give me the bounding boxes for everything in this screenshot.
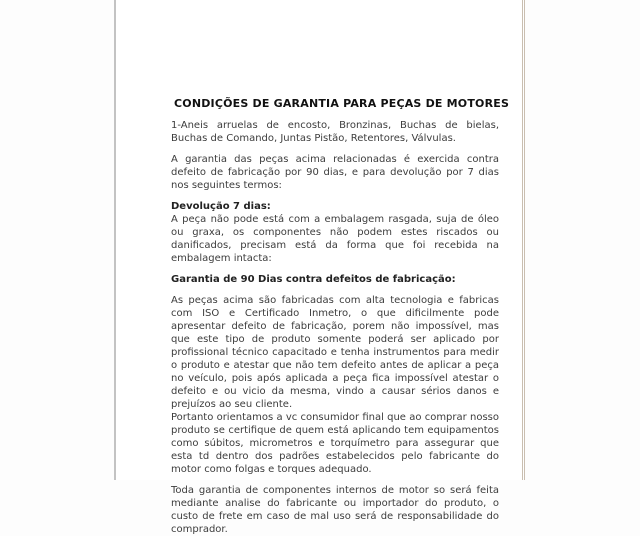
document-page [114,0,525,535]
closing-paragraph: Toda garantia de componentes internos de motor so será feita mediante analise do fabricante ou importador do produto, o custo de frete em caso de mal uso será de responsabilidade do comprador. [171,485,499,535]
warranty-90-days-heading: Garantia de 90 Dias contra defeitos de fabricação: [171,274,456,285]
warranty-90-days-body: As peças acima são fabricadas com alta tecnologia e fabricas com ISO e Certificado Inmetro, o que dificilmente pode apresentar defeito de fabricação, porem não impossível, mas que este tipo de produto somente poderá ser aplicado por profissional técnico capacitado e tenha instrumentos para medir o produto e atestar que não tem defeito antes de aplicar a peça no veículo, pois após aplicada a peça fica impossível atestar o defeito e ou vicio da mesma, vindo a causar sérios danos e prejuízos ao seu cliente. [171,295,499,410]
return-policy-body: A peça não pode está com a embalagem rasgada, suja de óleo ou graxa, os componentes não podem estes riscados ou danificados, precisam está da forma que foi recebida na embalagem intacta: [171,214,499,264]
warranty-terms-paragraph: A garantia das peças acima relacionadas é exercida contra defeito de fabricação por 90 dias, e para devolução por 7 dias nos seguintes termos: [171,154,499,191]
warranty-90-days-advice: Portanto orientamos a vc consumidor final que ao comprar nosso produto se certifique de quem está aplicando tem equipamentos como súbitos, micrometros e torquímetro para assegurar que esta td dentro dos padrões estabelecidos pelo fabricante do motor como folgas e torques adequado. [171,412,499,475]
document-title: CONDIÇÕES DE GARANTIA PARA PEÇAS DE MOTORES [174,97,510,110]
parts-list-paragraph: 1-Aneis arruelas de encosto, Bronzinas, Buchas de bielas, Buchas de Comando, Juntas Pistão, Retentores, Válvulas. [171,120,499,144]
return-policy-heading: Devolução 7 dias: [171,201,271,212]
